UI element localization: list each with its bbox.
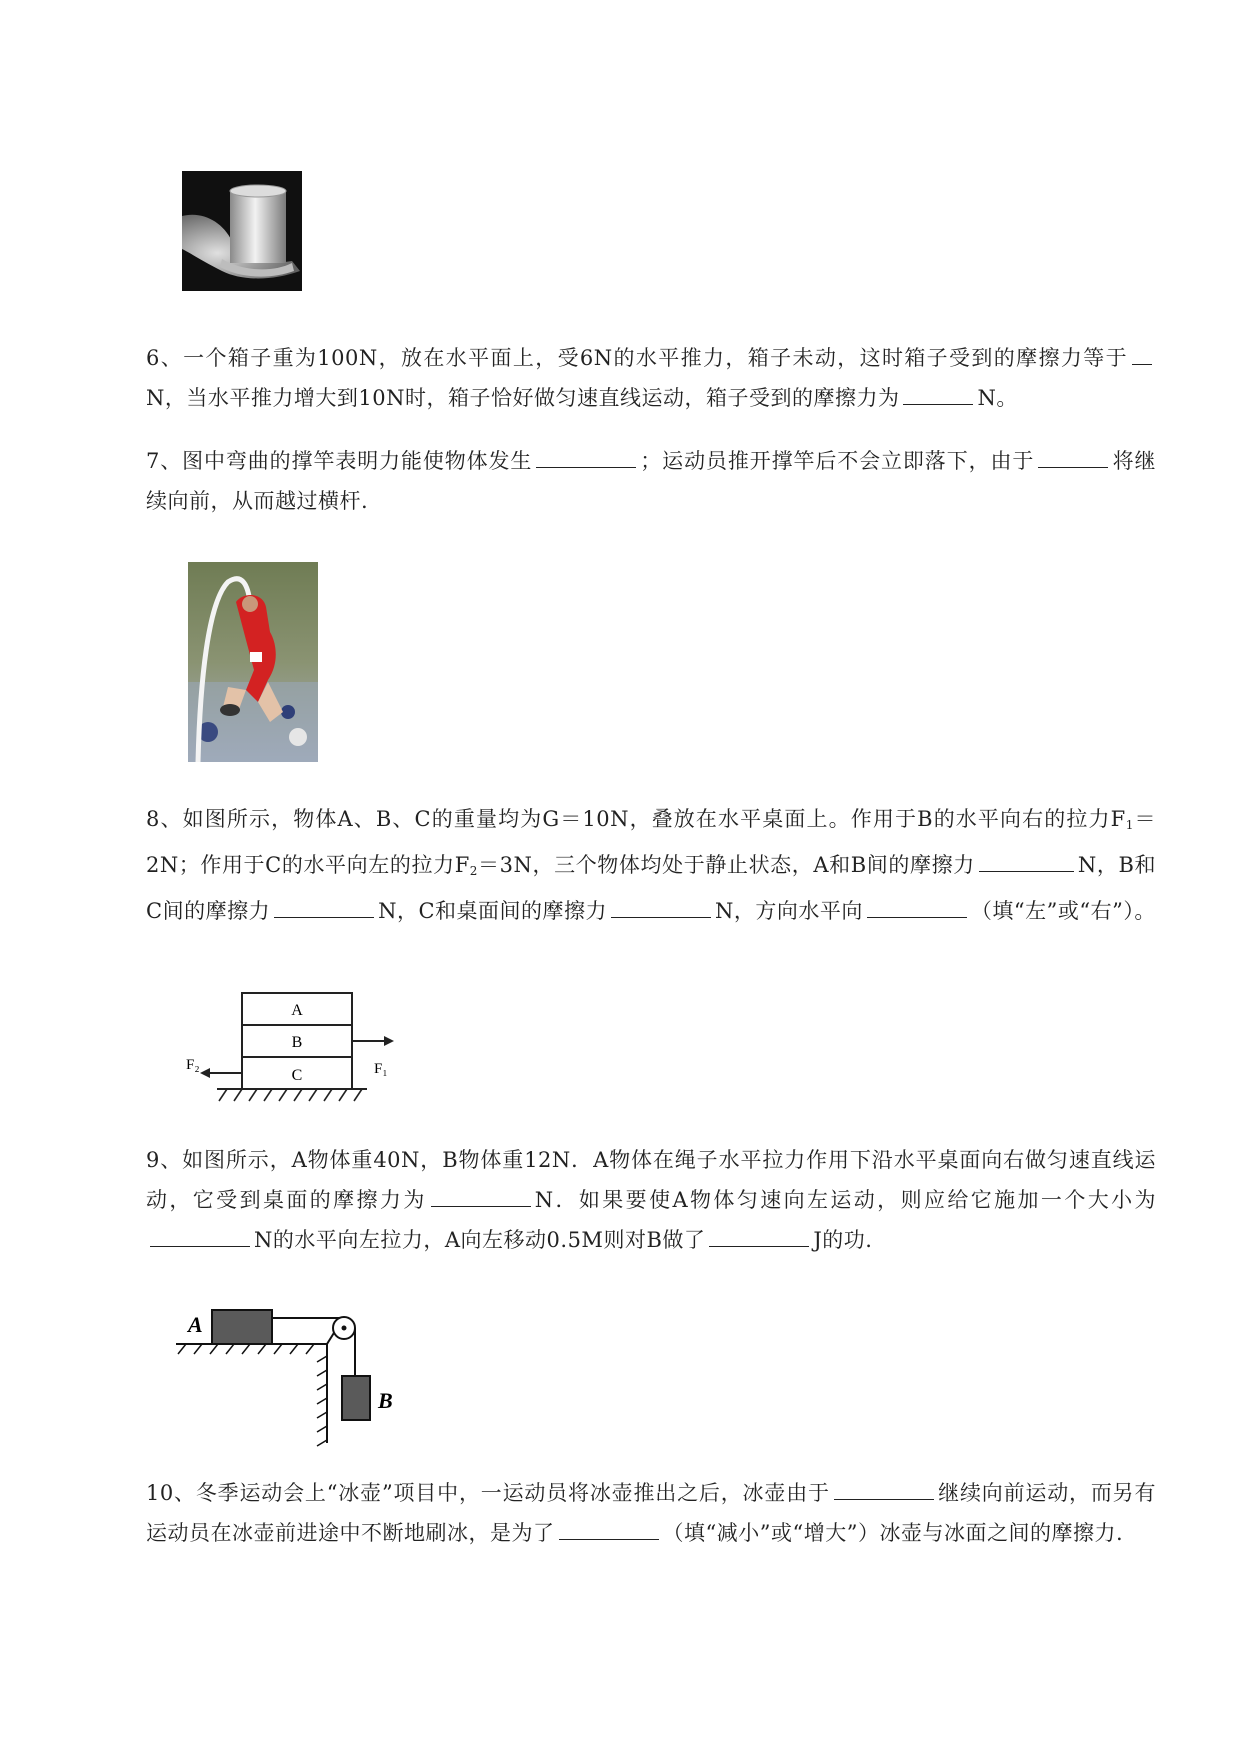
pulley-diagram bbox=[172, 1298, 412, 1448]
question-8-text-6: N，方向水平向 bbox=[715, 899, 863, 923]
question-9-text-4: J的功. bbox=[813, 1228, 873, 1252]
force-f1-label: F₁ bbox=[374, 1061, 388, 1077]
question-9-text-3: N的水平向左拉力，A向左移动0.5M则对B做了 bbox=[254, 1228, 706, 1252]
question-6 bbox=[146, 338, 1156, 418]
block-a-label: A bbox=[291, 1002, 303, 1019]
block-b-label: B bbox=[291, 1034, 303, 1051]
answer-blank[interactable] bbox=[903, 382, 973, 405]
question-8-text-5: N，C和桌面间的摩擦力 bbox=[378, 899, 608, 923]
question-8-text-4: N，B和C间的摩擦力 bbox=[146, 853, 1156, 923]
block-b-label: B bbox=[378, 1388, 393, 1413]
block-c-label: C bbox=[291, 1067, 303, 1084]
question-9-text-2: N．如果要使A物体匀速向左运动，则应给它施加一个大小为 bbox=[534, 1188, 1157, 1212]
question-8-text-2: ＝2N；作用于C的水平向左的拉力F bbox=[146, 807, 1156, 877]
answer-blank[interactable] bbox=[1038, 445, 1108, 468]
answer-blank[interactable] bbox=[834, 1477, 934, 1500]
question-10-text-3: （填“减小”或“增大”）冰壶与冰面之间的摩擦力. bbox=[662, 1521, 1124, 1545]
question-8-text-3: ＝3N，三个物体均处于静止状态，A和B间的摩擦力 bbox=[477, 853, 975, 877]
question-6-text-2: N，当水平推力增大到10N时，箱子恰好做匀速直线运动，箱子受到的摩擦力为 bbox=[146, 386, 900, 410]
question-8-text-7: （填“左”或“右”）。 bbox=[970, 899, 1156, 923]
answer-blank[interactable] bbox=[559, 1517, 659, 1540]
subscript: 1 bbox=[1125, 818, 1134, 832]
answer-blank[interactable] bbox=[709, 1224, 809, 1247]
question-9 bbox=[146, 1140, 1156, 1260]
pole-vault-photo bbox=[188, 562, 318, 762]
question-8 bbox=[146, 799, 1156, 931]
subscript: 2 bbox=[469, 864, 478, 878]
stacked-blocks-diagram bbox=[172, 985, 402, 1110]
answer-blank[interactable] bbox=[274, 895, 374, 918]
question-7 bbox=[146, 441, 1156, 521]
answer-blank[interactable] bbox=[867, 895, 967, 918]
force-f2-label: F₂ bbox=[186, 1057, 200, 1073]
answer-blank[interactable] bbox=[150, 1224, 250, 1247]
answer-blank[interactable] bbox=[536, 445, 636, 468]
answer-blank[interactable] bbox=[431, 1184, 531, 1207]
question-7-text-3: 将继续向前，从而越过横杆. bbox=[146, 449, 1157, 513]
answer-blank[interactable] bbox=[979, 849, 1074, 872]
hand-holding-cup-photo bbox=[182, 171, 302, 291]
question-8-text-1: 8、如图所示，物体A、B、C的重量均为G＝10N，叠放在水平桌面上。作用于B的水平向右的拉力F bbox=[146, 807, 1126, 831]
answer-blank[interactable] bbox=[1132, 342, 1152, 365]
block-a-label: A bbox=[188, 1312, 203, 1337]
question-10-text-2: 继续向前运动，而另有运动员在冰壶前进途中不断地刷冰，是为了 bbox=[146, 1481, 1156, 1545]
question-10 bbox=[146, 1473, 1156, 1553]
question-6-text-1: 6、一个箱子重为100N，放在水平面上，受6N的水平推力，箱子未动，这时箱子受到的摩擦力等于 bbox=[146, 346, 1128, 370]
question-7-text-1: 7、图中弯曲的撑竿表明力能使物体发生 bbox=[146, 449, 533, 473]
question-6-text-3: N。 bbox=[977, 386, 1018, 410]
question-10-text-1: 10、冬季运动会上“冰壶”项目中，一运动员将冰壶推出之后，冰壶由于 bbox=[146, 1481, 830, 1505]
question-7-text-2: ；运动员推开撑竿后不会立即落下，由于 bbox=[640, 449, 1035, 473]
answer-blank[interactable] bbox=[611, 895, 711, 918]
question-9-text-1: 9、如图所示，A物体重40N，B物体重12N．A物体在绳子水平拉力作用下沿水平桌面向右做匀速直线运动，它受到桌面的摩擦力为 bbox=[146, 1148, 1156, 1212]
